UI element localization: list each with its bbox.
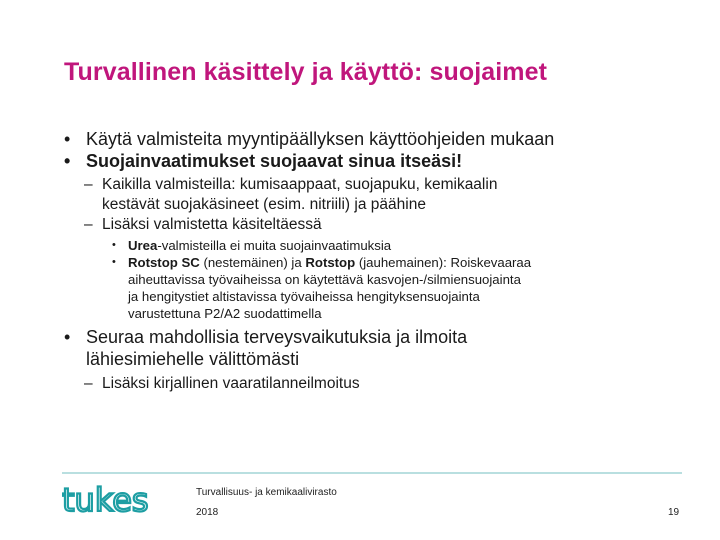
sub-sub-bullet-urea: • Urea-valmisteilla ei muita suojainvaatimuksia xyxy=(112,238,392,253)
slide-title: Turvallinen käsittely ja käyttö: suojaimet xyxy=(64,58,548,86)
page-number: 19 xyxy=(668,507,680,518)
bullet-icon: • xyxy=(64,151,71,171)
dash-icon: – xyxy=(84,176,93,193)
sub-bullet-additional-handling: – Lisäksi valmistetta käsiteltäessä xyxy=(84,216,322,233)
footer-divider xyxy=(62,472,682,474)
sub-bullet-all-products: – Kaikilla valmisteilla: kumisaappaat, suojapuku, kemikaalin kestävät suojakäsineet (esim. nitriili) ja päähine xyxy=(84,176,498,213)
svg-text:tukes: tukes xyxy=(62,482,149,518)
bullet-usage-instructions: • Käytä valmisteita myyntipäällyksen käyttöohjeiden mukaan xyxy=(64,129,555,149)
bullet-icon: • xyxy=(112,239,116,251)
dash-icon: – xyxy=(84,375,93,392)
bullet-icon: • xyxy=(64,129,71,149)
bullet-icon: • xyxy=(112,256,116,268)
tukes-logo-graphic xyxy=(62,482,158,518)
bullet-monitor-health: • Seuraa mahdollisia terveysvaikutuksia ja ilmoita lähiesimiehelle välittömästi xyxy=(64,327,468,369)
slide-content xyxy=(62,128,682,394)
dash-icon: – xyxy=(84,216,93,233)
tukes-logo xyxy=(62,482,158,523)
footer-year: 2018 xyxy=(196,507,219,518)
bullet-protection-requirements: • Suojainvaatimukset suojaavat sinua itseäsi! xyxy=(64,151,463,171)
footer-agency: Turvallisuus- ja kemikaalivirasto xyxy=(196,487,337,498)
bullet-icon: • xyxy=(64,327,71,347)
sub-sub-bullet-rotstop: • Rotstop SC (nestemäinen) ja Rotstop (jauhemainen): Roiskevaaraa aiheuttavissa työvaiheissa on käytettävä kasvojen-/silmiensuojainta ja hengitystiet altistavissa työvaiheissa hengityksensuojainta varustettuna P2/A2 suodattimella xyxy=(112,255,532,321)
sub-bullet-written-report: – Lisäksi kirjallinen vaaratilanneilmoitus xyxy=(84,375,360,392)
